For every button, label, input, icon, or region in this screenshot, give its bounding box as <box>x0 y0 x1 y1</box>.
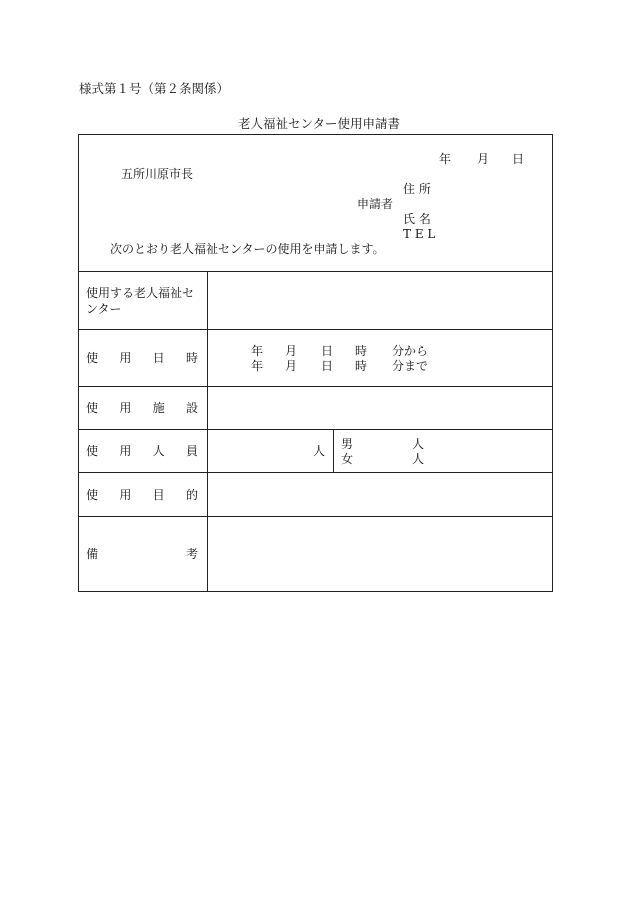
facility-label-char: 使 <box>86 401 99 415</box>
attendees-total-field[interactable] <box>208 430 334 473</box>
attendees-breakdown-field[interactable] <box>334 430 553 473</box>
facility-label-char: 用 <box>119 401 132 415</box>
usage-datetime-label <box>79 330 208 387</box>
facility-label-char: 施 <box>152 401 165 415</box>
datetime-label-char: 用 <box>119 351 132 365</box>
application-statement: 次のとおり老人福祉センターの使用を申請します。 <box>110 242 385 256</box>
applicant-label: 申請者 <box>357 197 394 211</box>
to-day: 日 <box>321 359 334 373</box>
attendees-label-char: 使 <box>86 444 99 458</box>
from-month: 月 <box>285 344 298 358</box>
from-hour: 時 <box>355 344 368 358</box>
form-number: 様式第１号（第２条関係） <box>79 81 230 96</box>
to-hour: 時 <box>355 359 368 373</box>
center-label-line1: 使用する老人福祉セ <box>86 285 195 300</box>
tel-label: T E L <box>403 227 436 241</box>
usage-datetime-field[interactable] <box>208 330 553 387</box>
remarks-label-char: 備 <box>86 547 99 561</box>
center-name-field[interactable] <box>208 272 553 330</box>
center-name-label <box>79 272 208 330</box>
remarks-label-char: 考 <box>185 547 198 561</box>
to-minute: 分まで <box>392 359 429 373</box>
male-unit: 人 <box>412 437 425 451</box>
purpose-label-char: 的 <box>185 487 198 502</box>
application-header-cell <box>79 135 553 272</box>
name-label: 氏 名 <box>403 212 431 226</box>
to-year: 年 <box>251 359 264 373</box>
datetime-label-char: 使 <box>86 351 99 365</box>
total-unit: 人 <box>312 444 325 458</box>
from-minute: 分から <box>392 344 429 358</box>
date-year-label: 年 <box>439 152 452 166</box>
attendees-label-char: 人 <box>152 444 165 458</box>
attendees-label-char: 用 <box>119 444 132 458</box>
from-day: 日 <box>321 344 334 358</box>
facility-label-char: 設 <box>185 401 198 415</box>
male-label: 男 <box>341 437 354 451</box>
application-form-table <box>78 134 553 592</box>
from-year: 年 <box>251 344 264 358</box>
purpose-label-char: 用 <box>119 487 132 502</box>
purpose-label-char: 目 <box>152 487 165 502</box>
to-month: 月 <box>285 359 298 373</box>
attendees-label <box>79 430 208 473</box>
purpose-label-char: 使 <box>86 487 99 502</box>
center-label-line2: ンター <box>86 301 122 316</box>
datetime-label-char: 日 <box>152 351 165 365</box>
datetime-label-char: 時 <box>185 351 198 365</box>
facility-label <box>79 387 208 430</box>
address-label: 住 所 <box>403 182 431 196</box>
remarks-field[interactable] <box>208 517 553 592</box>
facility-field[interactable] <box>208 387 553 430</box>
attendees-label-char: 員 <box>185 444 198 458</box>
purpose-field[interactable] <box>208 473 553 517</box>
date-month-label: 月 <box>477 152 490 166</box>
female-unit: 人 <box>412 452 425 466</box>
addressee: 五所川原市長 <box>121 167 194 181</box>
date-day-label: 日 <box>512 152 525 166</box>
remarks-label <box>79 517 208 592</box>
form-title: 老人福祉センター使用申請書 <box>238 116 401 131</box>
female-label: 女 <box>341 452 354 466</box>
purpose-label <box>79 473 208 517</box>
